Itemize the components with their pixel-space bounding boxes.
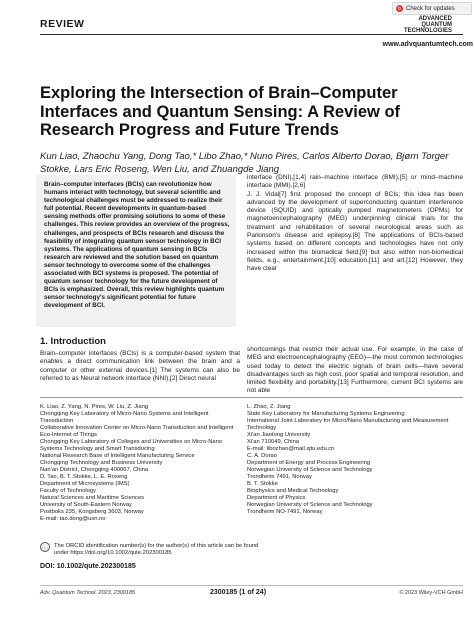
introduction-paragraph: Brain–computer interfaces (BCIs) is a computer-based system that enables a direct communication link between the brain and a computer or other external devices.[1] The systems can also be referred to as Neural network interface (NNI),[2] Direct neural [40,350,240,382]
doi-link[interactable]: DOI: 10.1002/qute.202300185 [40,563,136,570]
orcid-note[interactable]: The ORCID identification number(s) for the author(s) of this article can be found under https://doi.org/10.1002/qute.202300185 [54,543,259,556]
journal-logo: ADVANCED QUANTUM TECHNOLOGIES [403,16,452,35]
header-divider [40,34,463,35]
footer-divider [40,585,463,586]
affiliation-divider [40,397,463,398]
journal-website-link[interactable]: www.advquantumtech.com [382,41,473,48]
right-column-paragraph-1: interface (DNI),[1,4] rain–machine interface (BMI),[5] or mind–machine interface (MMI).[2,6] J. J. Vidal[7] first proposed the concept of BCIs; this idea has been advanced by the development of superconducting quantum interference device (SQUID) and optically pumped magnetometers (OPMs) for magnetoencephalography (MEG) underpinning clinical trials for the treatment and rehabilitation of several neurological areas such as Parkinson's disease and epilepsy.[8] The applications of BCIs-based systems based on different concepts and technologies have not only increased within the biomedical field,[9] but also within non-biomedical fields, e.g., entertainment,[10] education,[11] and art.[12] However, they have clear [247,174,463,273]
author-list: Kun Liao, Zhaochu Yang, Dong Tao,* Libo Zhao,* Nuno Pires, Carlos Alberto Dorao, Bjørn Torger Stokke, Lars Eric Roseng, Wen Liu, and Zhuangde Jiang [40,151,449,175]
footer-copyright: © 2023 Wiley-VCH GmbH [399,590,463,596]
affiliations-left: K. Liao, Z. Yang, N. Pires, W. Liu, Z. Jiang Chongqing Key Laboratory of Micro-Nano Systems and Intelligent Transduction Collaborative Innovation Center on Micro-Nano Transduction and Intelligent Eco-Internet of Things Chongqing Key Laboratory of Colleges and Universities on Micro-Nano Systems Technology and Smart Transducing National Research Base of Intelligent Manufacturing Service Chongqing Technology and Business University Nan'an District, Chongqing 400067, China D. Tao, B. T. Stokke, L. E. Roseng Department of Microsystems (IMS) Faculty of Technology Natural Sciences and Maritime Sciences University of South-Eastern Norway Postboks 235, Kongsberg 3603, Norway E-mail: tao.dong@usn.no [40,404,234,522]
check-for-updates-button[interactable] [392,2,472,15]
section-label: REVIEW [40,18,85,30]
affiliations-right: L. Zhao, Z. Jiang State Key Laboratory for Manufacturing Systems Engineering International Joint Laboratory for Micro/Nano Manufacturing and Measurement Technology Xi'an Jiaotong University Xi'an 710049, China E-mail: libozhao@mail.xjtu.edu.cn C. A. Dorao Department of Energy and Process Engineering Norwegian University of Science and Technology Trondheim 7491, Norway B. T. Stokke Biophysics and Medical Technology Department of Physics Norwegian University of Science and Technology Trondheim NO-7491, Norway [247,404,449,515]
check-for-updates-label: Check for updates [406,5,455,12]
orcid-icon: ⓘ [40,542,50,552]
footer-page-number: 2300185 (1 of 24) [210,589,267,596]
update-icon: ↻ [397,5,402,12]
right-column-paragraph-2: shortcomings that restrict their actual use. For example, in the case of MEG and electroencephalography (EEG)—the most common technologies used today to detect the electric signals of brain cells—have several disadvantages such as high cost, poor spatial and temporal resolution, and limited flexibility and portability.[13] Furthermore, current BCI systems are not able [247,346,463,395]
footer-journal-citation: Adv. Quantum Technol. 2023, 2300185 [40,590,136,596]
abstract-text: Brain–computer interfaces (BCIs) can revolutionize how humans interact with technology, but several scientific and technological challenges must be addressed to realize their full potential. Recent developments in quantum-based sensing methods offer promising solutions to some of these challenges. This review provides an overview of the progress, challenges, and prospects of BCIs research and discuss the feasibility of integrating quantum sensor technology in BCI systems. The applications of quantum sensing in BCIs research are reviewed and the solution based on quantum sensor technology to overcome some of the challenges associated with BCI systems is proposed. The potential of quantum sensor technology for the future development of BCIs is emphasized. Overall, this review highlights quantum sensor technology's significant potential for future development of BCI. [44,181,230,310]
article-title: Exploring the Intersection of Brain–Computer Interfaces and Quantum Sensing: A Review of Research Progress and Future Trends [40,84,401,139]
section-heading-introduction: 1. Introduction [40,336,106,347]
